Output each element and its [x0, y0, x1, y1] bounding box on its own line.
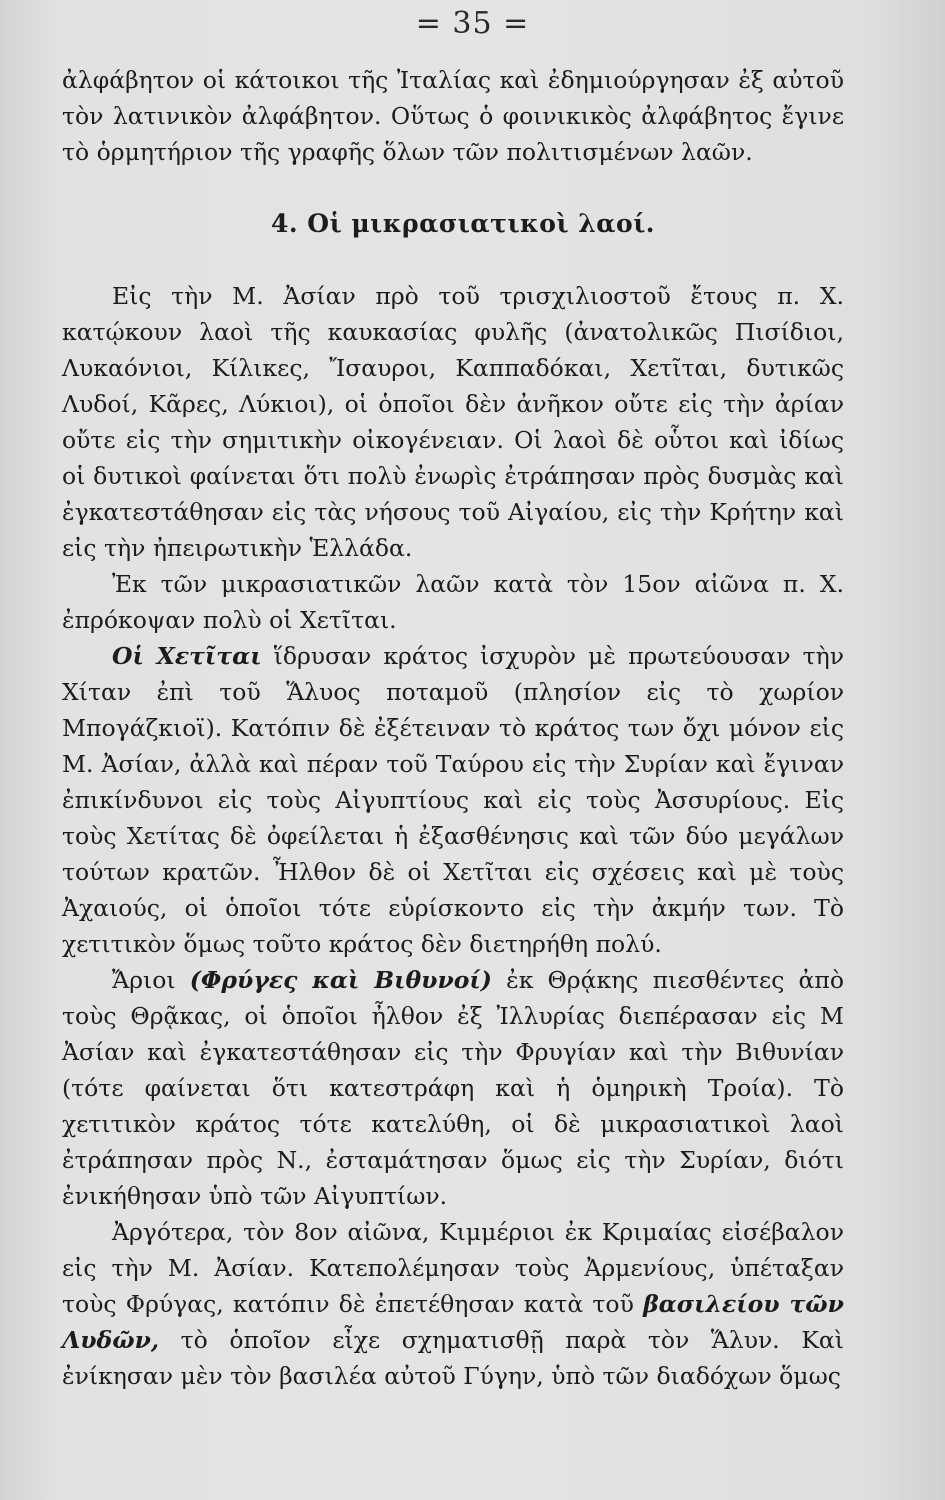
paragraph-cimmerians-text: τὸ ὁποῖον εἶχε σχηματισθῇ παρὰ τὸν Ἅλυν. Καὶ ἐνίκησαν μὲν τὸν βασιλέα αὐτοῦ Γύγην, ὑπὸ τῶν διαδόχων ὅμως — [62, 1326, 844, 1390]
paragraph-cimmerians-start: Ἀργότερα, τὸν 8ον αἰῶνα, Κιμμέριοι ἐκ Κριμαίας εἰσέβαλον εἰς τὴν Μ. Ἀσίαν. Κατεπολέμησαν τοὺς Ἀρμενίους, ὑπέταξαν τοὺς Φρύγας, κατόπιν δὲ ἐπετέθησαν κατὰ τοῦ — [62, 1218, 844, 1318]
paragraph-hittites — [62, 638, 844, 962]
section-heading: 4. Οἱ μικρασιατικοὶ λαοί. — [270, 209, 656, 238]
paragraph-aryans — [62, 962, 844, 1214]
paragraph-hittites-text: ἵδρυσαν κράτος ἰσχυρὸν μὲ πρωτεύουσαν τὴν Χίταν ἐπὶ τοῦ Ἅλυος ποταμοῦ (πλησίον εἰς τὸ χωρίον Μπογάζκιοϊ). Κατόπιν δὲ ἐξέτειναν τὸ κράτος των ὄχι μόνον εἰς Μ. Ἀσίαν, ἀλλὰ καὶ πέραν τοῦ Ταύρου εἰς τὴν Συρίαν καὶ ἔγιναν ἐπικίνδυνοι εἰς τοὺς Αἰγυπτίους καὶ εἰς τοὺς Ἀσσυρίους. Εἰς τοὺς Χετίτας δὲ ὀφείλεται ἡ ἐξασθένησις καὶ τῶν δύο μεγάλων τούτων κρατῶν. Ἦλθον δὲ οἱ Χετῖται εἰς σχέσεις καὶ μὲ τοὺς Ἀχαιούς, οἱ ὁποῖοι τότε εὑρίσκοντο εἰς τὴν ἀκμήν των. Τὸ χετιτικὸν ὅμως τοῦτο κράτος δὲν διετηρήθη πολύ. — [62, 642, 844, 958]
paragraph-aryans-start: Ἄριοι — [112, 966, 190, 994]
paragraph-cimmerians — [62, 1214, 844, 1394]
paragraph-hittites-intro: Ἐκ τῶν μικρασιατικῶν λαῶν κατὰ τὸν 15ον αἰῶνα π. Χ. ἐπρόκοψαν πολὺ οἱ Χετῖται. — [62, 570, 844, 634]
emphasis-hittites: Οἱ Χετῖται — [112, 642, 262, 670]
paragraph-asia-minor-peoples: Εἰς τὴν Μ. Ἀσίαν πρὸ τοῦ τρισχιλιοστοῦ ἔτους π. Χ. κατῴκουν λαοὶ τῆς καυκασίας φυλῆς (ἀνατολικῶς Πισίδιοι, Λυκαόνιοι, Κίλικες, Ἴσαυροι, Καππαδόκαι, Χετῖται, δυτικῶς Λυδοί, Κᾶρες, Λύκιοι), οἱ ὁποῖοι δὲν ἀνῆκον οὔτε εἰς τὴν ἀρίαν οὔτε εἰς τὴν σημιτικὴν οἰκογένειαν. Οἱ λαοὶ δὲ οὗτοι καὶ ἰδίως οἱ δυτικοὶ φαίνεται ὅτι πολὺ ἐνωρὶς ἐτράπησαν πρὸς δυσμὰς καὶ ἐγκατεστάθησαν εἰς τὰς νήσους τοῦ Αἰγαίου, εἰς τὴν Κρήτην καὶ εἰς τὴν ἠπειρωτικὴν Ἑλλάδα. — [62, 282, 844, 562]
emphasis-phrygians: (Φρύγες καὶ Βιθυνοί) — [189, 966, 492, 994]
paragraph-continued: ἀλφάβητον οἱ κάτοικοι τῆς Ἰταλίας καὶ ἐδημιούργησαν ἐξ αὐτοῦ τὸν λατινικὸν ἀλφάβητον. Οὕτως ὁ φοινικικὸς ἀλφάβητος ἔγινε τὸ ὁρμητήριον τῆς γραφῆς ὅλων τῶν πολιτισμένων λαῶν. — [62, 66, 844, 166]
paragraph-aryans-text: ἐκ Θρᾴκης πιεσθέντες ἀπὸ τοὺς Θρᾷκας, οἱ ὁποῖοι ἦλθον ἐξ Ἰλλυρίας διεπέρασαν εἰς Μ Ἀσίαν καὶ ἐγκατεστάθησαν εἰς τὴν Φρυγίαν καὶ τὴν Βιθυνίαν (τότε φαίνεται ὅτι κατεστράφη καὶ ἡ ὁμηρικὴ Τροία). Τὸ χετιτικὸν κράτος τότε κατελύθη, οἱ δὲ μικρασιατικοὶ λαοὶ ἐτράπησαν πρὸς Ν., ἐσταμάτησαν ὅμως εἰς τὴν Συρίαν, διότι ἐνικήθησαν ὑπὸ τῶν Αἰγυπτίων. — [62, 966, 845, 1210]
page-number: = 35 = — [415, 6, 530, 41]
body-text — [62, 62, 844, 1394]
emphasis-lydian-kingdom: βασιλείου τῶν Λυδῶν, — [62, 1290, 844, 1354]
